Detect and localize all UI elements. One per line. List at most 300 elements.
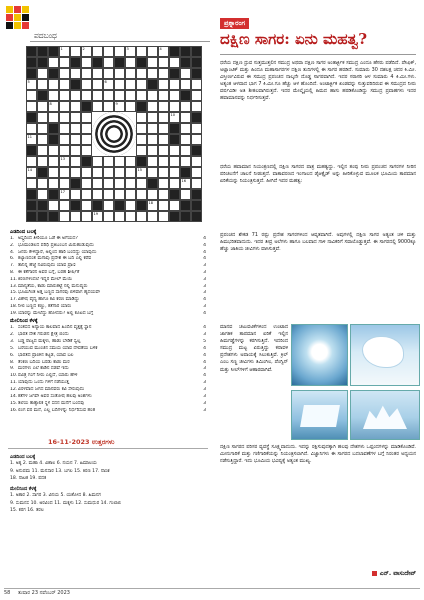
crossword-cell [59,123,70,134]
crossword-cell [136,68,147,79]
crossword-cell [136,167,147,178]
clue-number: 1. [10,325,15,330]
crossword-cell [81,123,92,134]
crossword-cell [37,134,48,145]
clue-length: 3 [203,380,206,386]
crossword-cell [48,46,59,57]
crossword-cell [81,68,92,79]
crossword-cell [37,156,48,167]
crossword-cell [180,156,191,167]
crossword-cell [81,112,92,123]
clue-length: 3 [203,366,206,372]
clue-number: 1. [10,236,15,241]
crossword-cell [125,46,136,57]
crossword-cell [114,167,125,178]
clue-item [10,387,208,393]
crossword-cell [191,79,202,90]
crossword-cell [158,178,169,189]
crossword-cell [125,101,136,112]
crossword-cell [59,112,70,123]
crossword-cell [59,211,70,222]
crossword-cell [125,200,136,211]
ice-shelf-image [291,390,348,440]
globe-image [291,324,348,386]
article-paragraph: ದಕ್ಷಿಣ ಸಾಗರದ ಪರಿಸರ ವ್ಯವಸ್ಥೆ ಸೂಕ್ಷ್ಮವಾದುದು. ಇದನ್ನು ರಕ್ಷಿಸುವುದಕ್ಕಾಗಿ ಹಲವು ದೇಶಗಳು ಒಪ್ಪಂದಗಳನ್ನು ಮಾಡಿಕೊಂಡಿವೆ. ಮೀನುಗಾರಿಕೆ ಮತ್ತು ಗಣಿಗಾರಿಕೆಯನ್ನು ನಿಯಂತ್ರಿಸಲಾಗಿದೆ. ವಿಜ್ಞಾನಿಗಳು ಈ ಸಾಗರದ ಬದಲಾವಣೆಗಳ ಬಗ್ಗೆ ನಿರಂತರ ಅಧ್ಯಯನ ನಡೆಸುತ್ತಿದ್ದಾರೆ. ಇದು ಭೂಮಿಯ ಭವಿಷ್ಯಕ್ಕೆ ಅತ್ಯಂತ ಮುಖ್ಯ. [220,444,416,465]
crossword-cell [180,57,191,68]
crossword-cell [147,112,158,123]
crossword-cell [37,123,48,134]
clue-length: 4 [203,373,206,379]
crossword-cell [70,123,81,134]
crossword-cell [26,68,37,79]
clue-number: 13. [10,283,18,289]
clue-length: 3 [203,387,206,393]
answer-line: 15. ಕರಗ 16. ತರಲ [10,508,44,513]
crossword-cell [103,57,114,68]
clue-item [10,256,208,262]
crossword-cell [136,145,147,156]
bullet-square-icon [372,571,377,576]
crossword-cell [114,156,125,167]
crossword-cell [48,189,59,200]
clue-length: 4 [203,359,206,365]
crossword-cell [26,156,37,167]
clue-item [10,353,208,359]
crossword-cell [136,90,147,101]
crossword-cell [180,134,191,145]
answer-line: 18. ನಾಟಕ 19. ಪದಕ [10,476,47,481]
crossword-cell [191,167,202,178]
crossword-cell [26,123,37,134]
crossword-cell [147,46,158,57]
page-number: 58 [4,590,11,596]
crossword-cell [169,123,180,134]
crossword-cell [26,200,37,211]
article-paragraph: ಪ್ರಪಂಚದ ಶೇಕಡ 71 ರಷ್ಟು ಪ್ರದೇಶ ಸಾಗರಗಳಿಂದ ಆವೃತವಾಗಿದೆ. ಅವುಗಳಲ್ಲಿ ದಕ್ಷಿಣ ಸಾಗರ ಅತ್ಯಂತ ಚಳಿ ಮತ್ತು ಹಿಮಭರಿತವಾದುದು. ಇದರ ತೀವ್ರ ಅಲೆಗಳು ಹಾಗೂ ಬಲವಾದ ಗಾಳಿ ನಾವಿಕರಿಗೆ ಸವಾಲೊಡ್ಡುತ್ತವೆ. ಈ ಸಾಗರದಲ್ಲಿ 9000ಕ್ಕೂ ಹೆಚ್ಚು ಜಾತಿಯ ಜೀವಿಗಳು ವಾಸಿಸುತ್ತವೆ. [220,232,416,253]
clue-text: ತಲೆಯ ತಾತ್ಕಾಲಿಕ ಸ್ಥಳ ಸದನ ಮನೆಗೆ ಬಂದವು [18,400,85,406]
crossword-cell [125,156,136,167]
clue-length: 3 [203,394,206,399]
crossword-cell [26,79,37,90]
clue-text: ಮರಗಳು ಎಲೆ ಕಾಡಿನ ದಡವೆ ಇದು [18,366,69,372]
clue-number: 5. [10,345,15,351]
crossword-cell [169,189,180,200]
crossword-cell [169,178,180,189]
crossword-cell [180,112,191,123]
down-clues-heading: ಮೇಲಿನಿಂದ ಕೆಳಕ್ಕೆ [10,318,38,324]
article-paragraph: ಧರೆಯ ಹವಾಮಾನ ನಿಯಂತ್ರಣದಲ್ಲಿ ದಕ್ಷಿಣ ಸಾಗರದ ಪಾತ್ರ ಮಹತ್ವದ್ದು. ಇಲ್ಲಿನ ತಂಪು ನೀರು ಪ್ರಪಂಚದ ಸಾಗರಗಳ ನೀರಿನ ಪರಿಚಲನೆಗೆ ಚಾಲನೆ ನೀಡುತ್ತದೆ. ವಾತಾವರಣದ ಇಂಗಾಲದ ಡೈಆಕ್ಸೈಡ್ ಅನ್ನು ಹೀರಿಕೊಳ್ಳುವ ಮೂಲಕ ಭೂಮಿಯ ತಾಪಮಾನ ಏರಿಕೆಯನ್ನು ನಿಯಂತ್ರಿಸುತ್ತದೆ. ಹೀಗಿದೆ ಇದರ ಮಹತ್ವ: [220,164,416,185]
crossword-grid [26,46,202,222]
crossword-cell [191,211,202,222]
clue-number: 16. [10,407,18,413]
clue-number: 11. [10,380,18,386]
crossword-cell [70,90,81,101]
clue-length: 5 [203,338,206,344]
crossword-cell [180,101,191,112]
crossword-cell [92,57,103,68]
crossword-cell [48,156,59,167]
crossword-cell [136,123,147,134]
crossword-cell [169,200,180,211]
cell-number: 4 [159,46,162,51]
clue-number: 6. [10,256,15,262]
clue-item [10,236,208,242]
crossword-cell [92,90,103,101]
crossword-cell [70,211,81,222]
crossword-cell [59,178,70,189]
magazine-issue: ತುಷಾರ 23 ನವೆಂಬರ್ 2023 [18,590,70,596]
divider [30,41,210,42]
clue-number: 2. [10,331,15,337]
crossword-cell [114,200,125,211]
clue-length: 3 [203,263,206,269]
clue-text: ವಿರಳವಾದ ಜಗದ ಮಾನವರು ಕವಿ ಸೇರುವುದು [18,387,85,393]
article-headline: ದಕ್ಷಿಣ ಸಾಗರ: ಏನು ಮಹತ್ವ? [220,30,368,48]
section-badge: ಪ್ರಶ್ನಾರಂಗ [220,18,249,29]
crossword-cell [37,145,48,156]
crossword-cell [70,79,81,90]
clue-text: ಕತೆಗಳ ಜಗವೇ ಅವರ ಸಂತೋಷ ಹಲವು ಅಂಶಗಳು [18,394,92,399]
crossword-cell [136,79,147,90]
clue-number: 8. [10,359,15,365]
cell-number: 19 [93,211,98,216]
clue-item [10,408,208,414]
crossword-cell [158,123,169,134]
cell-number: 14 [27,167,32,172]
crossword-cell [48,123,59,134]
crossword-cell [59,167,70,178]
crossword-cell [136,101,147,112]
clue-text: ಜನರು ಕೇಳಿದ್ದಾರೆ, ಅಲ್ಲಿಂದ ಹಾರಿ ಬಂದದ್ದು ಯಾವುದು [18,249,97,255]
crossword-cell [158,189,169,200]
crossword-cell [26,90,37,101]
crossword-cell [70,156,81,167]
crossword-cell [158,90,169,101]
cell-number: 10 [170,112,175,117]
clue-text: ನೀಲಿ ಬಣ್ಣದ ಕಣ್ಣು, ಕತೆಗಾರ ಯಾರು [18,304,72,309]
crossword-cell [59,57,70,68]
crossword-cell [26,145,37,156]
crossword-cell [191,68,202,79]
crossword-cell [92,101,103,112]
cell-number: 8 [49,101,52,106]
crossword-cell [26,57,37,68]
crossword-cell [103,156,114,167]
crossword-cell [26,167,37,178]
center-rosette-icon [92,112,136,156]
crossword-cell [103,46,114,57]
clue-text: ಭಾರತದ ಪ್ರಾಚೀನ ಕಟ್ಟಡ, ಯಾವ ಬಲ [18,352,74,358]
crossword-cell [26,112,37,123]
answer-line: 9. ಸುಮನಸ 10. ಅರವಿಂದ 11. ಮಕ್ಕಳು 12. ಸುಮಧುರ 14. ಗುಲಾಬಿ [10,500,122,506]
crossword-cell [37,46,48,57]
clue-text: ಮಾನ್ಯತೆಯ, ಕಾಡು ಮಾರುಕಟ್ಟೆ ನಲ್ಲಿ ಮನುಷ್ಯರು [18,283,88,289]
article-paragraph: ಧರೆಯ ದಕ್ಷಿಣ ಧ್ರುವ ಸುತ್ತಮುತ್ತಲಿನ ಸಮುದ್ರ ಅಥವಾ ದಕ್ಷಿಣ ಸಾಗರ ಅಂತಾರ್ಕ್ಟಿಕ ಸಮುದ್ರ ಎಂದೂ ಹೆಸರು ಪಡೆದಿದೆ. ಪೆಸಿಫಿಕ್, ಅಟ್ಲಾಂಟಿಕ್ ಮತ್ತು ಹಿಂದೂ ಮಹಾಸಾಗರಗಳ ದಕ್ಷಿಣ ತುದಿಗಳಲ್ಲಿ ಈ ಸಾಗರ ಹರಡಿದೆ. ಸುಮಾರು 30 ದಶಲಕ್ಷ ಚದರ ಕಿ.ಮೀ. ವಿಸ್ತೀರ್ಣವಿರುವ ಈ ಸಮುದ್ರ ಪ್ರಪಂಚದ ನಾಲ್ಕನೇ ದೊಡ್ಡ ಸಾಗರವಾಗಿದೆ. ಇದರ ಸರಾಸರಿ ಆಳ ಸುಮಾರು 4 ಕಿ.ಮೀ.ಗಳು. ಅತ್ಯಂತ ಆಳವಾದ ಭಾಗ 7 ಕಿ.ಮೀ.ಗೂ ಹೆಚ್ಚು ಆಳ ಹೊಂದಿದೆ. ಅಂಟಾರ್ಕ್ಟಿಕ ಖಂಡವನ್ನು ಸುತ್ತುವರಿದಿರುವ ಈ ಸಮುದ್ರದ ನೀರು ವರ್ಷವಿಡೀ ಅತಿ ಶೀತಲವಾಗಿರುತ್ತದೆ. ಇದರ ಮೇಲ್ಮೈಯಲ್ಲಿ ಹಿಮದ ಹಾಸು ಹರಡಿಕೊಂಡಿದ್ದು ಸಮುದ್ರ ಪ್ರವಾಹಗಳು ಇದರ ಹವಾಮಾನವನ್ನು ನಿರ್ಧರಿಸುತ್ತವೆ. [220,60,416,102]
crossword-cell [103,101,114,112]
crossword-cell [158,167,169,178]
crossword-cell [136,211,147,222]
crossword-cell [37,211,48,222]
crossword-cell [180,211,191,222]
clue-length: 4 [203,249,206,255]
crossword-cell [136,156,147,167]
clue-length: 4 [203,325,206,330]
crossword-cell [114,46,125,57]
crossword-cell [59,79,70,90]
antarctica-map-image [350,324,420,386]
crossword-cell [136,134,147,145]
crossword-cell [180,167,191,178]
crossword-cell [136,200,147,211]
cell-number: 18 [148,200,153,205]
crossword-cell [37,90,48,101]
crossword-cell [114,101,125,112]
crossword-cell [191,112,202,123]
answers-title: 16-11-2023 ಉತ್ತರಗಳು [48,438,115,446]
crossword-cell [26,101,37,112]
cell-number: 17 [60,189,65,194]
iceberg-image [350,390,420,440]
crossword-cell [81,90,92,101]
crossword-cell [169,68,180,79]
crossword-cell [59,200,70,211]
article-sidebar-text: ಮಾನವ ಚಟುವಟಿಕೆಗಳಿಂದ ಉಂಟಾದ ಜಾಗತಿಕ ತಾಪಮಾನ ಏರಿಕೆ ಇಲ್ಲಿನ ಹಿಮಗಡ್ಡೆಗಳನ್ನು ಕರಗಿಸುತ್ತಿದೆ. ಇದರಿಂದ ಸಮುದ್ರ ಮಟ್ಟ ಏರುತ್ತಿದ್ದು ಕರಾವಳಿ ಪ್ರದೇಶಗಳು ಅಪಾಯಕ್ಕೆ ಸಿಲುಕುತ್ತಿವೆ. ಕ್ರಿಲ್ ಎಂಬ ಸಣ್ಣ ಜೀವಿಗಳು ತಿಮಿಂಗಿಲ, ಪೆಂಗ್ವಿನ್ ಮತ್ತು ಸೀಲ್‌ಗಳಿಗೆ ಆಹಾರವಾಗಿವೆ. [220,324,288,373]
crossword-cell [158,156,169,167]
clue-length: 4 [203,236,206,241]
crossword-cell [158,134,169,145]
crossword-cell [125,57,136,68]
crossword-cell [147,101,158,112]
clue-text: ಬಡ್ಡ ರಾಜ್ಯದ ಮಕ್ಕಳು, ಹಾಡು ಬೇಡಿಕೆ ಸ್ವಲ್ಪ [18,338,81,344]
crossword-cell [103,200,114,211]
clue-number: 19. [10,310,18,316]
crossword-cell [114,57,125,68]
crossword-cell [147,90,158,101]
crossword-cell [169,145,180,156]
crossword-cell [125,211,136,222]
crossword-cell [191,57,202,68]
crossword-cell [169,211,180,222]
clue-text: ಭೂಮಿಗಿಂತ ಅತ್ತ ಬಣ್ಣದ ಸಾಗರವು ಬಿಳಿವಾಗ ಹೃದಯವೇ [18,290,101,296]
crossword-cell [48,200,59,211]
clue-length: 4 [203,352,206,358]
crossword-cell [26,178,37,189]
clue-number: 15. [10,290,18,296]
clue-item [10,346,208,352]
crossword-cell [37,79,48,90]
crossword-cell [147,68,158,79]
clue-text: ತಾನಿನ್ನ ಹೆಜ್ಜೆ ನವಿರುವುದು ಯಾವ ಪ್ರಾಣಿ [18,263,76,269]
answer-line: 1. ಅಕಾರ 2. ಸಾಗರ 3. ವಿನಯ 5. ಯಶೋದ 8. ಹಿಮನಗ [10,493,102,498]
clue-item [10,394,208,400]
crossword-cell [191,101,202,112]
clue-length: 3 [203,270,206,275]
crossword-cell [136,189,147,200]
crossword-cell [37,101,48,112]
clue-number: 14. [10,394,18,399]
crossword-cell [191,134,202,145]
crossword-cell [136,178,147,189]
crossword-cell [180,90,191,101]
crossword-cell [59,90,70,101]
clue-text: ಭೂಮಂಡಲದ ಪರಿಧಿ ಪ್ರತಿಬಂಬನ ಮಿರುಹುಡುವುದು [18,242,94,248]
clue-text: ಅಸ್ತ್ರದಿಂದ ತೀರಿಯೂ ಒಡೆ ಈ ಅಗೆಯದ? [18,236,78,241]
clue-length: 4 [203,242,206,248]
crossword-cell [48,134,59,145]
crossword-cell [103,90,114,101]
crossword-cell [114,90,125,101]
clue-text: ಲಿಂಗ ವರ ಮನೆ, ಎಲ್ಲ ಬದಿಗಳನ್ನು ನಿರ್ಧರಿಸುವ ಹಂತ [18,407,96,413]
crossword-cell [169,167,180,178]
crossword-cell [169,79,180,90]
clue-text: ಯಾವುದು ಒಂದು ಗಳಿಗೆ ನಡೆಯುತ್ತ [18,380,70,386]
crossword-cell [92,178,103,189]
crossword-cell [81,167,92,178]
clue-number: 18. [10,304,18,309]
clue-number: 10. [10,373,18,379]
clue-item [10,297,208,303]
clue-text: ತೆಂಕಣ ಬದಿಯ ಬರಡು ಕಾಡು ಮರ [18,359,70,365]
answers-across-heading: ಎಡದಿಂದ ಬಲಕ್ಕೆ [10,455,36,460]
crossword-cell [81,57,92,68]
clue-length: 3 [203,407,206,413]
crossword-cell [136,112,147,123]
crossword-cell [81,156,92,167]
crossword-cell [81,189,92,200]
cell-number: 1 [60,46,63,51]
crossword-cell [48,68,59,79]
clue-item [10,250,208,256]
crossword-cell [180,178,191,189]
crossword-cell [48,211,59,222]
clue-number: 12. [10,387,18,393]
crossword-cell [191,90,202,101]
clue-text: ಬರೆಯುವ ಮುಂಚಿನ ಸಮಯ ಯಾವ ದೇವತೆಯ ಬಳಿಕ [18,345,98,351]
clue-item [10,332,208,338]
clue-length: 4 [203,345,206,351]
answers-down-heading: ಮೇಲಿನಿಂದ ಕೆಳಕ್ಕೆ [10,487,37,492]
crossword-cell [147,156,158,167]
clue-number: 17. [10,297,18,303]
crossword-cell [92,189,103,200]
crossword-cell [114,79,125,90]
crossword-cell [191,123,202,134]
clue-text: ಕಲ್ಯಾಣದಂತ ಮಗಾವು ಪ್ರದೇಶ ಈ ಬದಿ ಎಲ್ಲಿ ಕರೆವ [18,256,92,262]
clue-number: 6. [10,352,15,358]
clue-number: 7. [10,263,15,269]
crossword-cell [26,211,37,222]
cell-number: 11 [27,134,32,139]
crossword-cell [81,46,92,57]
crossword-cell [48,167,59,178]
crossword-cell [92,211,103,222]
crossword-cell [169,101,180,112]
crossword-cell [92,200,103,211]
crossword-cell [147,200,158,211]
crossword-cell [81,145,92,156]
crossword-cell [136,57,147,68]
crossword-cell [169,57,180,68]
crossword-cell [125,178,136,189]
crossword-cell [70,134,81,145]
crossword-cell [59,156,70,167]
crossword-cell [37,178,48,189]
clue-number: 11. [10,276,18,282]
clue-number: 3. [10,338,15,344]
clue-text: ಸಂತಸದ ಅನ್ಯಾಯ ಕಾಲವಾದ ಹಿಂದಿನ ವೃತ್ತಕ್ಕೆ ಸ್ಥಾನ [18,325,92,330]
crossword-cell [169,112,180,123]
clue-item [10,325,208,331]
clue-length: 4 [203,310,206,316]
section-title: ಪದಬಂಧ [34,31,57,40]
crossword-cell [125,189,136,200]
clue-length: 3 [203,331,206,337]
crossword-cell [70,167,81,178]
crossword-cell [180,189,191,200]
puzzle-logo-icon [6,6,28,28]
crossword-cell [103,68,114,79]
crossword-cell [37,189,48,200]
crossword-cell [180,145,191,156]
crossword-cell [158,79,169,90]
clue-text: ಪವಿತ್ರ ಗಂಗೆ ನೀರು ಎಲ್ಲಿದೆ, ಯಾರು ಹೇಳಿ [18,373,78,379]
clue-text: ಭಾರತ ದೇಶ ಗರುಡನ ಕ್ಷೇತ್ರ ಬಿಂದು [18,331,69,337]
crossword-cell [191,46,202,57]
clue-item [10,284,208,290]
crossword-cell [81,178,92,189]
crossword-cell [136,46,147,57]
crossword-cell [147,189,158,200]
clue-text: ವಿಶೇಷ ವೈದ್ಯ ಹಾಗೂ ಕವಿ ಕರಣ ಮಾಡಿದ್ದು [18,297,80,303]
divider [220,54,416,55]
crossword-cell [158,57,169,68]
crossword-cell [103,79,114,90]
crossword-cell [70,145,81,156]
page-footer [0,588,424,600]
cell-number: 6 [104,79,107,84]
clue-length: 3 [203,400,206,406]
crossword-cell [81,211,92,222]
crossword-cell [147,178,158,189]
crossword-cell [48,178,59,189]
clue-item [10,380,208,386]
crossword-cell [48,57,59,68]
crossword-cell [180,46,191,57]
divider [8,448,208,449]
cell-number: 9 [115,101,118,106]
crossword-cell [114,189,125,200]
crossword-cell [147,134,158,145]
clue-length: 3 [203,276,206,282]
crossword-cell [59,134,70,145]
crossword-cell [59,189,70,200]
crossword-cell [37,200,48,211]
crossword-cell [125,167,136,178]
clue-item [10,270,208,276]
clue-text: ಕಿರಣಗಳಿಂದಲೆ ಇದ್ದರ ಮೇಲ್ ಮೆಯಿ [18,276,72,282]
crossword-cell [70,57,81,68]
crossword-cell [81,200,92,211]
clue-text: ಯಾರನ್ನು ಮೇಲೆದ್ದು ಹೋದರು? ಅಲ್ಲಿ ಕೂಟದ ಬಗ್ಗೆ [18,310,94,316]
crossword-cell [59,101,70,112]
clue-item [10,311,208,317]
clue-item [10,401,208,407]
across-clues-heading: ಎಡದಿಂದ ಬಲಕ್ಕೆ [10,229,37,235]
crossword-cell [103,178,114,189]
crossword-cell [158,101,169,112]
crossword-cell [191,200,202,211]
cell-number: 16 [181,178,186,183]
